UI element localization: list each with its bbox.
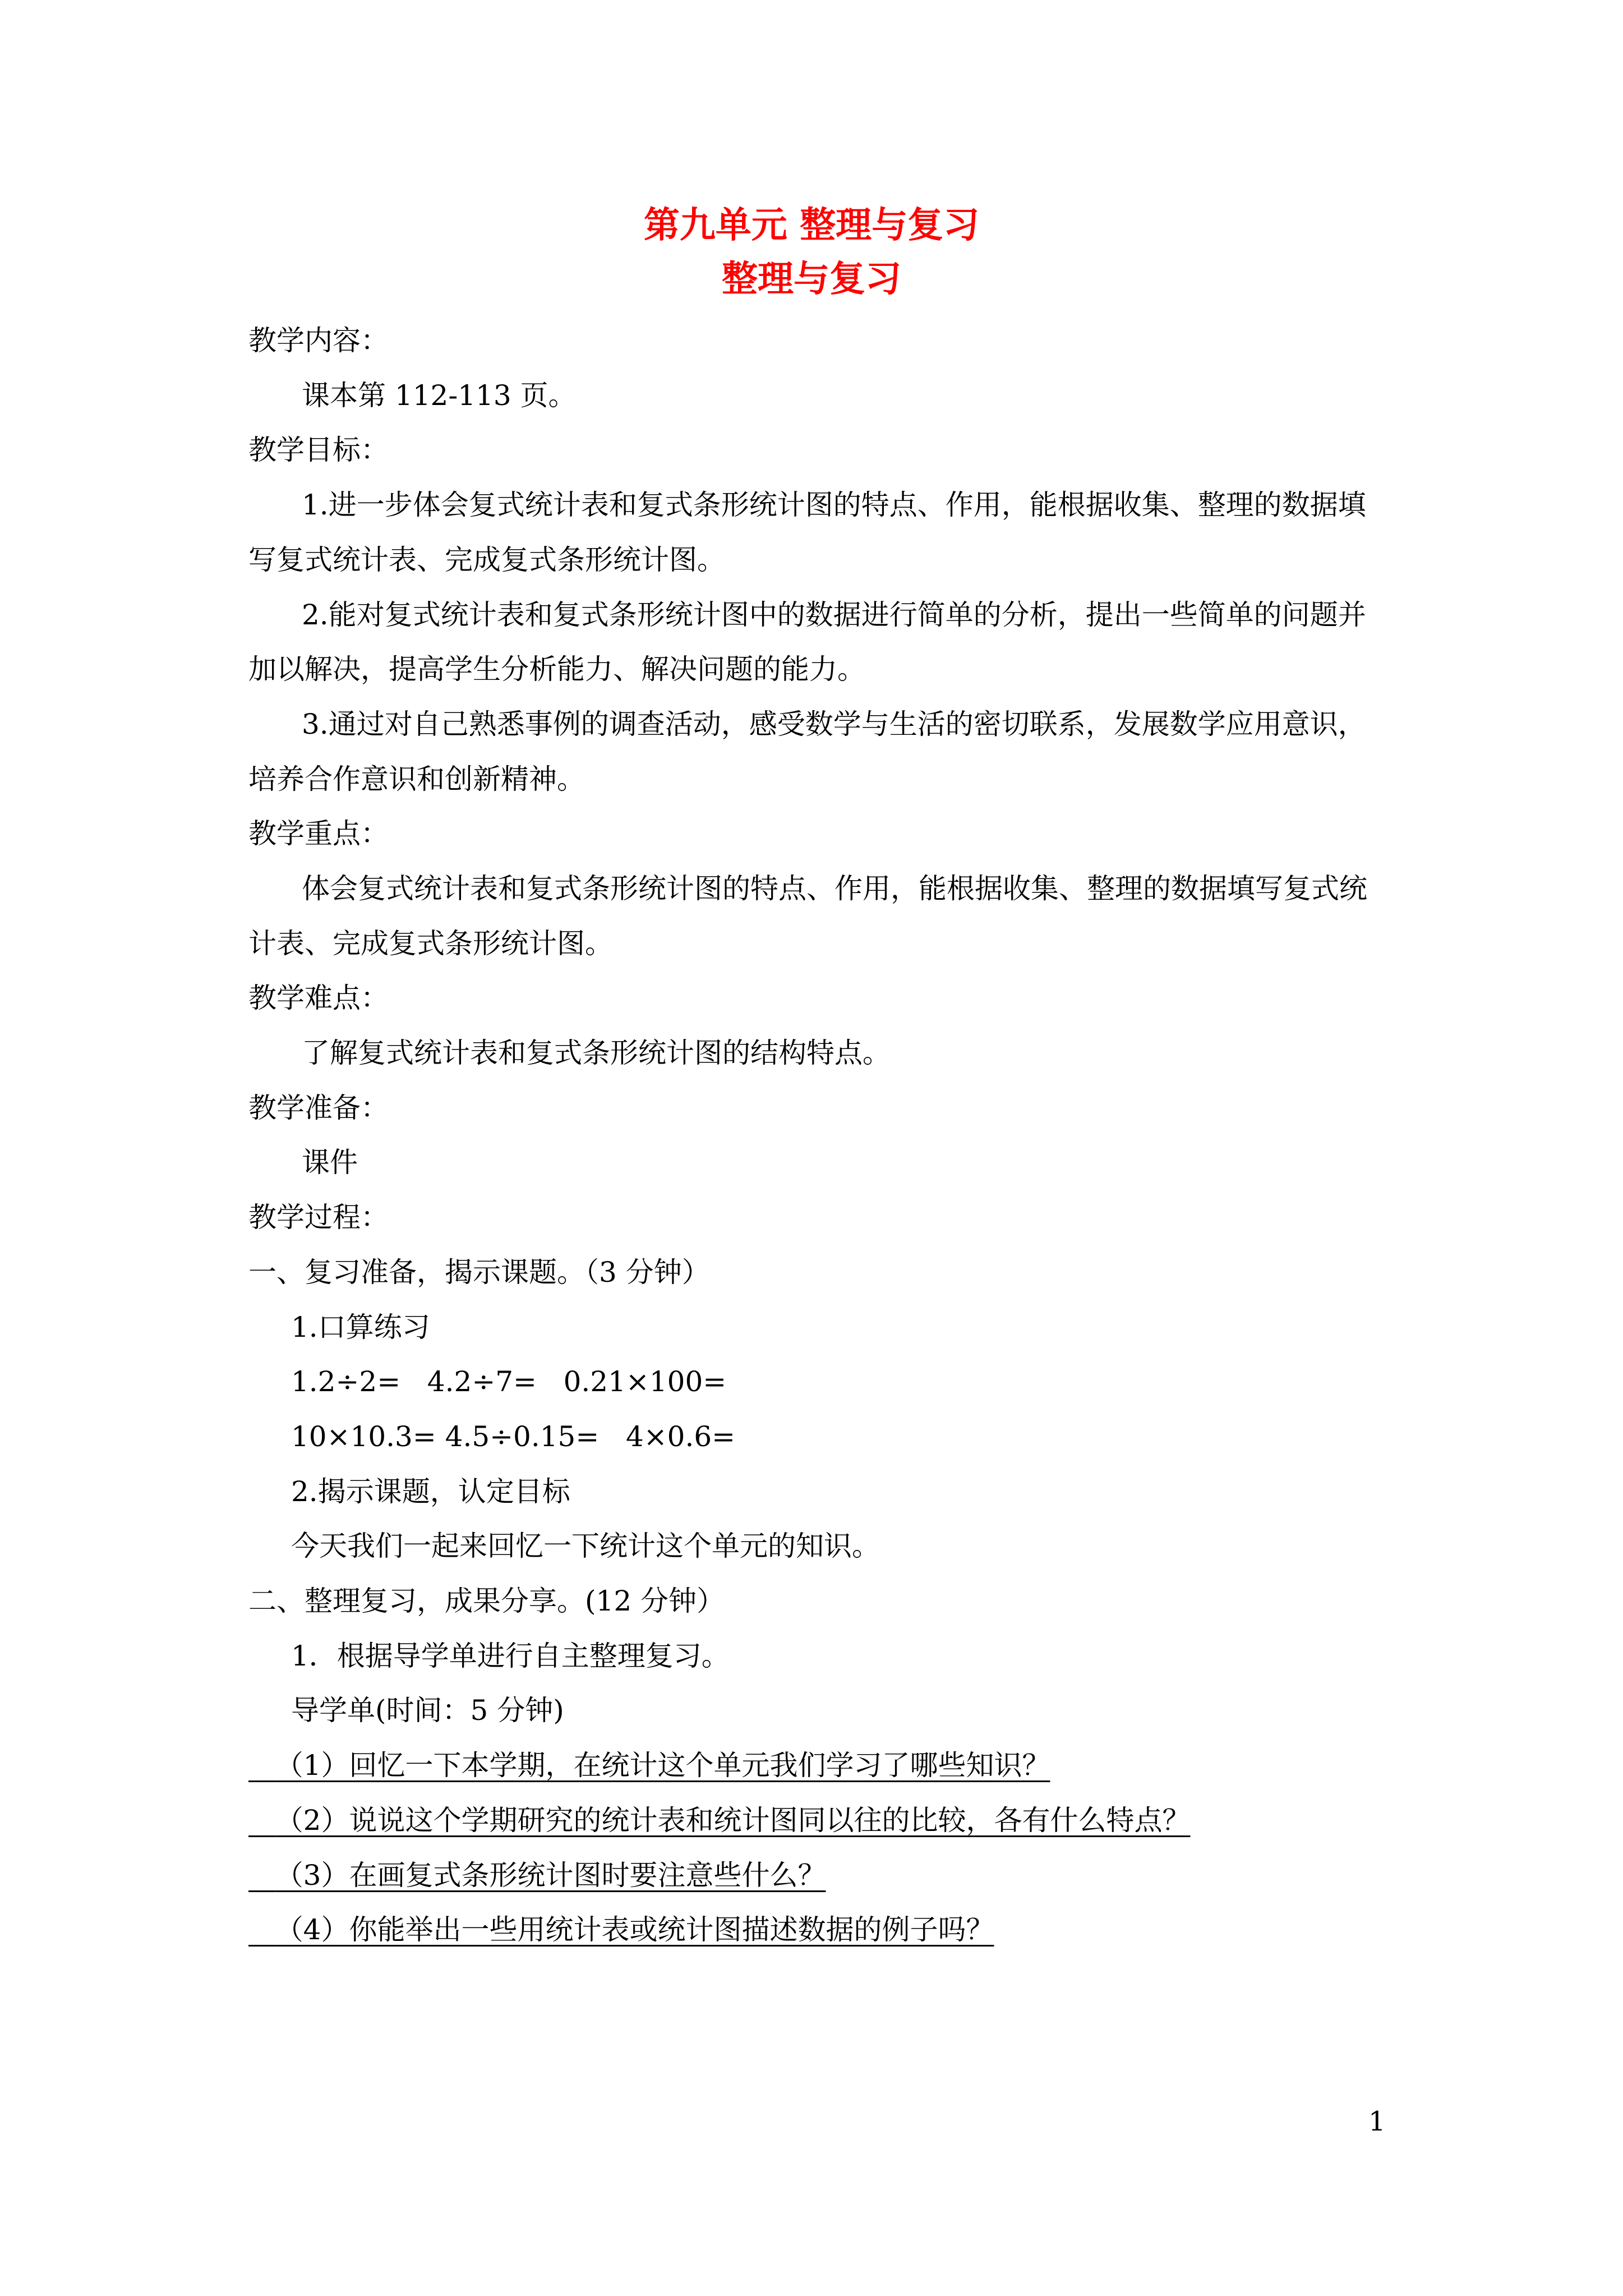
objective-1-line-1: 1.进一步体会复式统计表和复式条形统计图的特点、作用，能根据收集、整理的数据填 — [302, 489, 1366, 521]
preparation-text: 课件 — [302, 1146, 358, 1179]
guide-question-1: （1）回忆一下本学期，在统计这个单元我们学习了哪些知识？ — [275, 1749, 1050, 1782]
lesson-title: 整理与复习 — [722, 259, 901, 300]
key-points-line-1: 体会复式统计表和复式条形统计图的特点、作用，能根据收集、整理的数据填写复式统 — [302, 872, 1367, 905]
page-number: 1 — [1368, 2106, 1386, 2137]
objective-3-line-1: 3.通过对自己熟悉事例的调查活动，感受数学与生活的密切联系，发展数学应用意识， — [302, 708, 1366, 740]
section-heading-key-points: 教学重点： — [248, 817, 389, 850]
step-2-heading: 二、整理复习，成果分享。(12 分钟） — [248, 1585, 725, 1617]
reveal-topic-heading: 2.揭示课题，认定目标 — [291, 1475, 570, 1508]
guide-question-3: （3）在画复式条形统计图时要注意些什么？ — [275, 1859, 826, 1892]
key-points-line-2: 计表、完成复式条形统计图。 — [248, 927, 613, 960]
objective-1-line-2: 写复式统计表、完成复式条形统计图。 — [248, 544, 725, 576]
self-review-instruction: 1．根据导学单进行自主整理复习。 — [291, 1640, 730, 1672]
difficulties-text: 了解复式统计表和复式条形统计图的结构特点。 — [302, 1037, 891, 1069]
section-heading-difficulties: 教学难点： — [248, 982, 389, 1014]
section-heading-preparation: 教学准备： — [248, 1092, 389, 1124]
unit-title: 第九单元 整理与复习 — [643, 205, 980, 246]
section-heading-process: 教学过程： — [248, 1201, 389, 1234]
step-1-heading: 一、复习准备，揭示课题。（3 分钟） — [248, 1256, 710, 1289]
objective-2-line-1: 2.能对复式统计表和复式条形统计图中的数据进行简单的分析，提出一些简单的问题并 — [302, 599, 1366, 631]
section-heading-objectives: 教学目标： — [248, 434, 389, 466]
objective-2-line-2: 加以解决，提高学生分析能力、解决问题的能力。 — [248, 653, 865, 685]
section-heading-content: 教学内容： — [248, 324, 389, 357]
guide-sheet-label: 导学单(时间：5 分钟) — [291, 1694, 564, 1727]
guide-question-2: （2）说说这个学期研究的统计表和统计图同以往的比较，各有什么特点？ — [275, 1804, 1191, 1837]
content-text: 课本第 112-113 页。 — [302, 379, 577, 412]
reveal-topic-text: 今天我们一起来回忆一下统计这个单元的知识。 — [291, 1530, 880, 1562]
guide-question-4: （4）你能举出一些用统计表或统计图描述数据的例子吗？ — [275, 1913, 994, 1946]
oral-practice-row-2: 10×10.3= 4.5÷0.15= 4×0.6= — [291, 1420, 736, 1453]
oral-practice-heading: 1.口算练习 — [291, 1311, 430, 1343]
objective-3-line-2: 培养合作意识和创新精神。 — [248, 763, 585, 795]
oral-practice-row-1: 1.2÷2= 4.2÷7= 0.21×100= — [291, 1365, 727, 1398]
